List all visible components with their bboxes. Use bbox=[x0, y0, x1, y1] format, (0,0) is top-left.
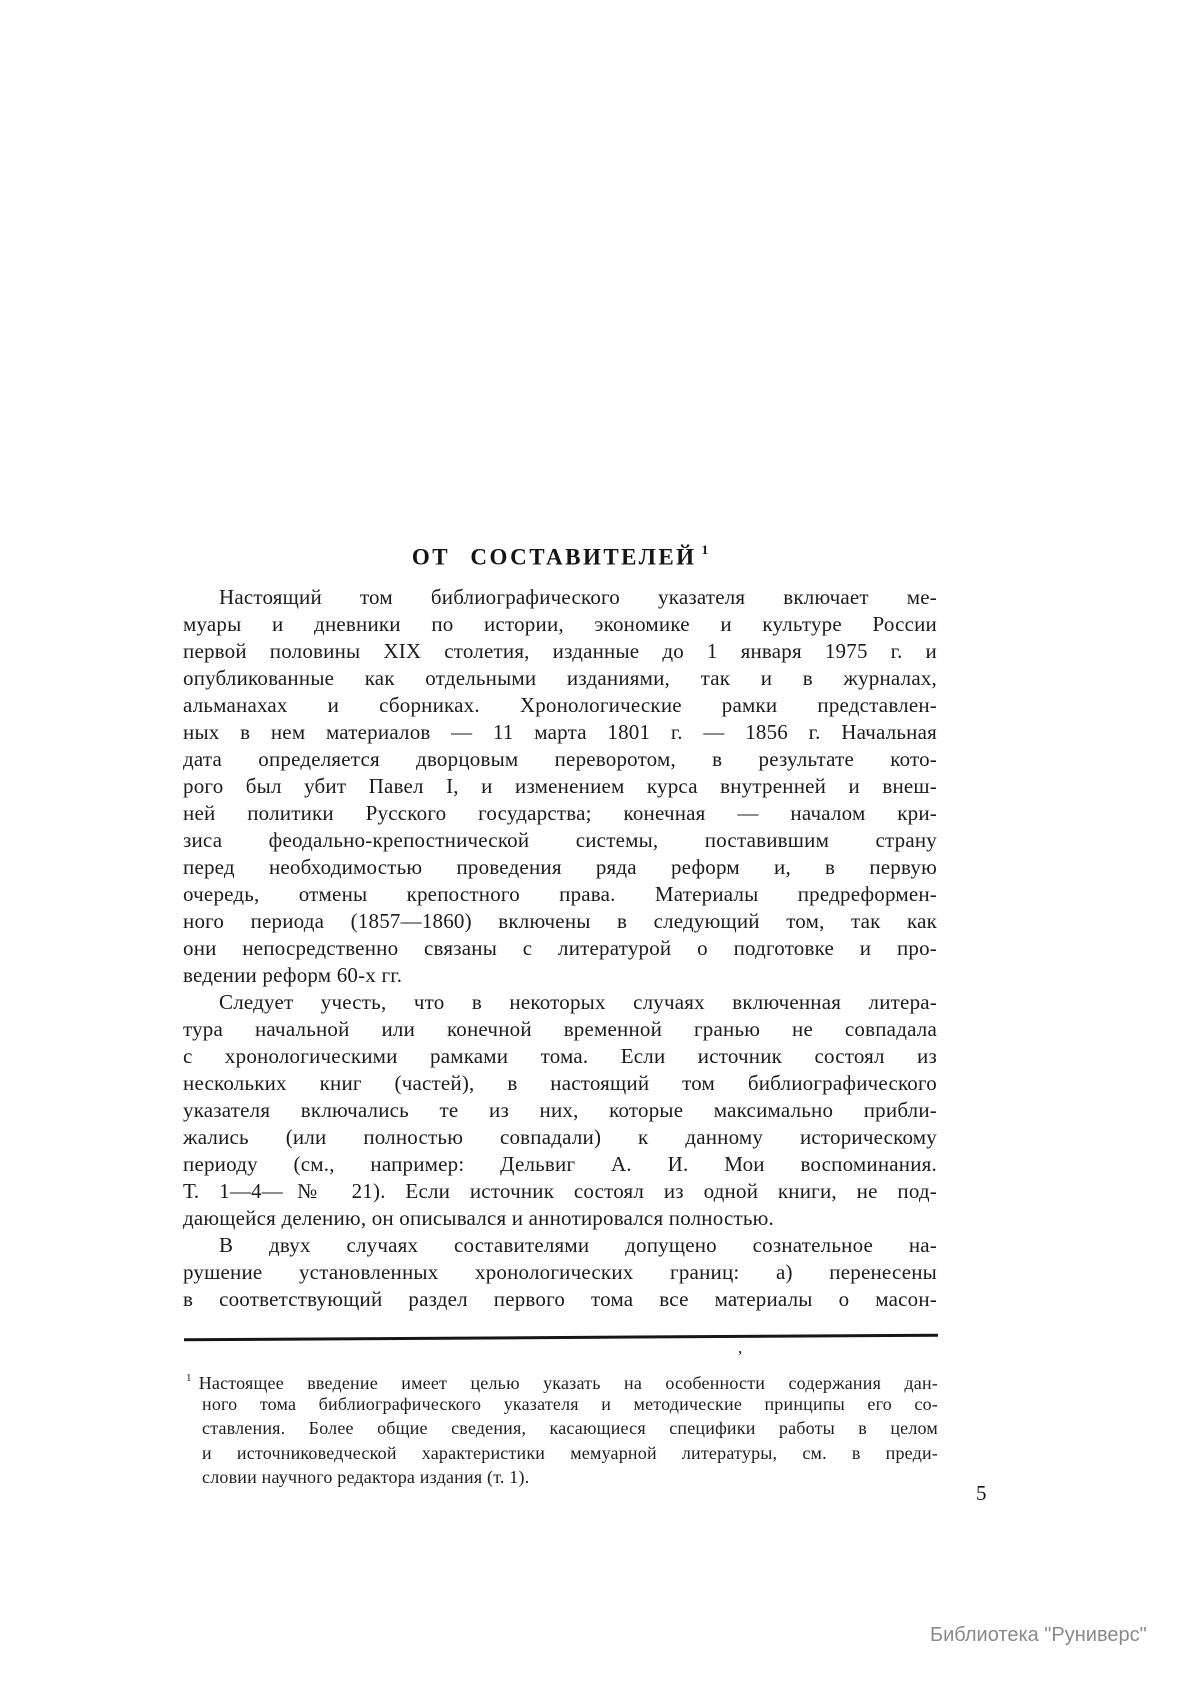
text-line: ней политики Русского государства; конечная — началом кри- bbox=[183, 801, 937, 825]
text-line: Т. 1—4—№ 21). Если источник состоял из одной книги, не под- bbox=[183, 1179, 937, 1203]
text-line: дающейся делению, он описывался и аннотировался полностью. bbox=[183, 1206, 774, 1230]
text-line: опубликованные как отдельными изданиями, так и в журналах, bbox=[183, 666, 937, 690]
text-line: нескольких книг (частей), в настоящий том библиографического bbox=[183, 1071, 937, 1095]
text-line: они непосредственно связаны с литературой о подготовке и про- bbox=[183, 936, 937, 960]
text-line: перед необходимостью проведения ряда реформ и, в первую bbox=[183, 855, 937, 879]
scan-artifact-mark: , bbox=[738, 1338, 743, 1357]
library-watermark: Библиотека "Руниверс" bbox=[930, 1624, 1147, 1646]
text-line: рого был убит Павел I, и изменением курса внутренней и внеш- bbox=[183, 774, 937, 798]
text-line: в соответствующий раздел первого тома все материалы о масон- bbox=[183, 1287, 937, 1311]
text-line: периоду (см., например: Дельвиг А. И. Мои воспоминания. bbox=[183, 1152, 937, 1176]
footnote-marker: 1 bbox=[186, 1372, 192, 1384]
paragraph-3 bbox=[183, 1232, 937, 1313]
text-line: жались (или полностью совпадали) к данному историческому bbox=[183, 1125, 937, 1149]
text-line: муары и дневники по истории, экономике и культуре России bbox=[183, 612, 937, 636]
text-line: Настоящий том библиографического указателя включает ме- bbox=[219, 585, 937, 609]
text-line: и источниковедческой характеристики мемуарной литературы, см. в преди- bbox=[202, 1442, 938, 1463]
footnote bbox=[186, 1367, 938, 1490]
text-line: с хронологическими рамками тома. Если источник состоял из bbox=[183, 1044, 937, 1068]
text-line: В двух случаях составителями допущено сознательное на- bbox=[219, 1233, 937, 1257]
text-line: альманахах и сборниках. Хронологические рамки представлен- bbox=[183, 693, 937, 717]
text-line: ставления. Более общие сведения, касающиеся специфики работы в целом bbox=[202, 1418, 938, 1438]
text-line: ного тома библиографического указателя и методические принципы его со- bbox=[202, 1393, 938, 1414]
text-line: очередь, отмены крепостного права. Материалы предреформен- bbox=[183, 882, 937, 906]
text-line: словии научного редактора издания (т. 1). bbox=[202, 1467, 530, 1487]
page-title-text: ОТ СОСТАВИТЕЛЕЙ bbox=[411, 545, 697, 571]
text-line: указателя включались те из них, которые максимально прибли- bbox=[183, 1098, 937, 1122]
text-line: $^1$ Настоящее введение имеет целью указать на особенности содержания дан- bbox=[186, 1372, 938, 1393]
text-line: зиса феодально-крепостнической системы, поставившим страну bbox=[183, 828, 937, 852]
page-title bbox=[183, 544, 937, 571]
text-line: рушение установленных хронологических границ: а) перенесены bbox=[183, 1260, 937, 1284]
text-line: ных в нем материалов — 11 марта 1801 г. — 1856 г. Начальная bbox=[183, 720, 937, 744]
paragraph-1 bbox=[183, 584, 937, 989]
body-text bbox=[183, 584, 937, 1313]
footnote-divider bbox=[184, 1334, 938, 1342]
text-line: ведении реформ 60-х гг. bbox=[183, 963, 403, 987]
page-number: 5 bbox=[976, 1481, 987, 1505]
text-line: тура начальной или конечной временной гранью не совпадала bbox=[183, 1017, 937, 1041]
text-line: дата определяется дворцовым переворотом, в результате кото- bbox=[183, 747, 937, 771]
paragraph-2 bbox=[183, 989, 937, 1232]
text-line: ного периода (1857—1860) включены в следующий том, так как bbox=[183, 909, 937, 933]
text-line: первой половины XIX столетия, изданные до 1 января 1975 г. и bbox=[183, 639, 937, 663]
title-footnote-marker: 1 bbox=[701, 542, 709, 558]
text-line: Следует учесть, что в некоторых случаях включенная литера- bbox=[219, 990, 937, 1014]
